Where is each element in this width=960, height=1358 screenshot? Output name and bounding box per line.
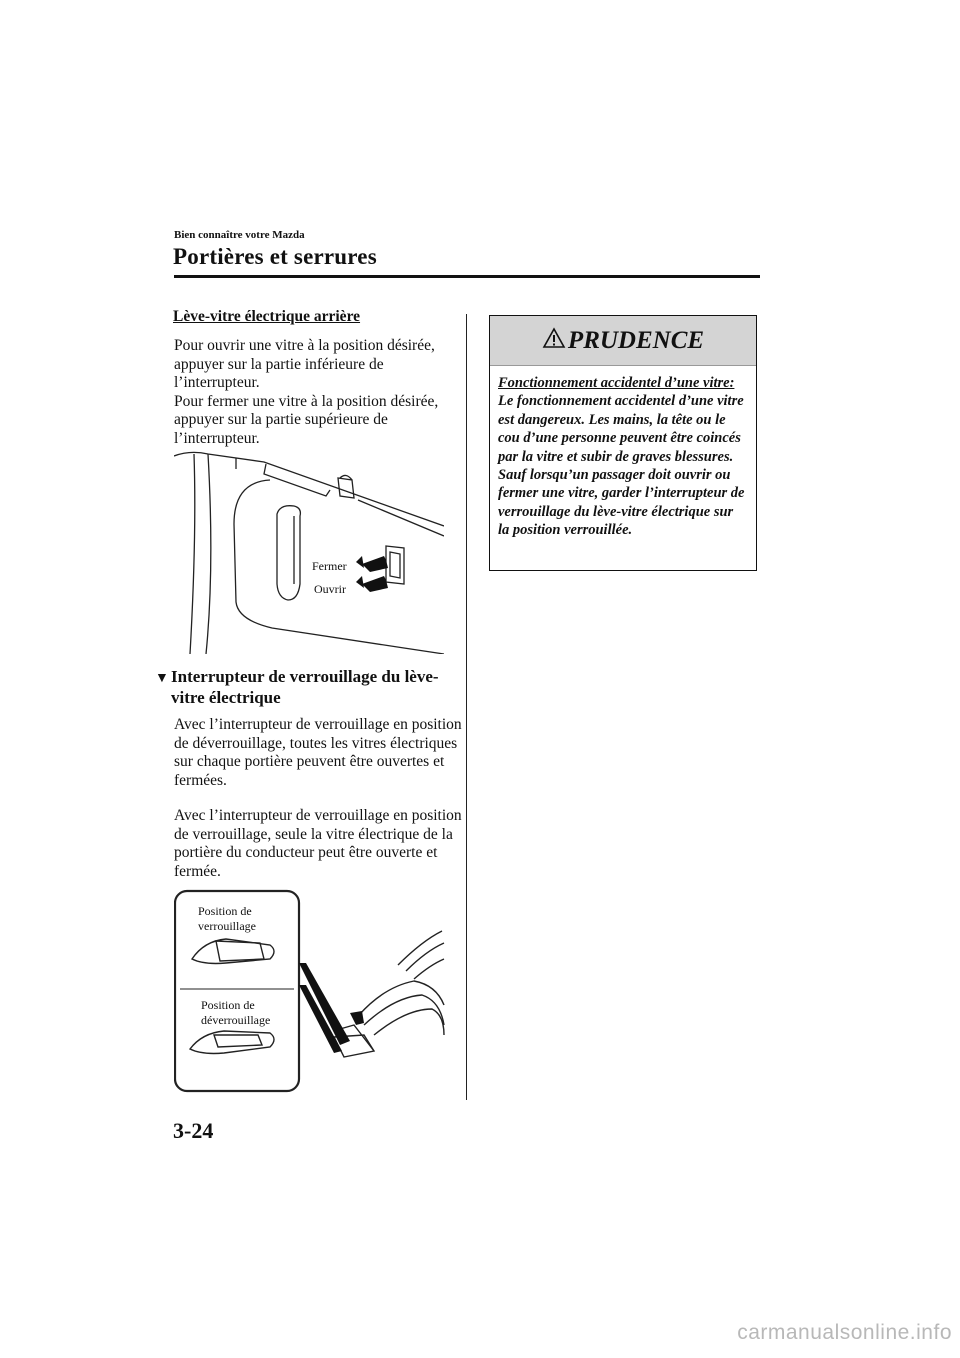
watermark: carmanualsonline.info xyxy=(737,1321,952,1344)
label-locked-position: Position de verrouillage xyxy=(198,904,256,933)
label-unlocked-position: Position de déverrouillage xyxy=(201,998,271,1027)
chapter-title: Portières et serrures xyxy=(173,244,377,269)
section-heading: Lève-vitre électrique arrière xyxy=(173,308,361,325)
paragraph-window-operation: Pour ouvrir une vitre à la position désirée, appuyer sur la partie inférieure de l’interrupteur. Pour fermer une vitre à la position désirée, appuyer sur la partie supérieure de l’interrupteur. xyxy=(174,337,439,447)
header-rule xyxy=(174,275,760,278)
door-window-switch-illustration xyxy=(174,444,444,654)
door-window-switch-figure xyxy=(174,444,444,654)
caution-box xyxy=(489,315,757,571)
caution-subtitle: Fonctionnement accidentel d’une vitre: xyxy=(498,375,735,391)
warning-triangle-icon xyxy=(542,320,566,369)
lock-switch-figure xyxy=(174,885,446,1095)
column-divider xyxy=(466,314,467,1100)
running-header: Bien connaître votre Mazda xyxy=(174,229,305,241)
caution-header xyxy=(490,316,756,366)
page-number: 3-24 xyxy=(173,1118,214,1143)
label-open: Ouvrir xyxy=(314,582,346,596)
caution-title: PRUDENCE xyxy=(567,327,705,354)
paragraph-lock-position: Avec l’interrupteur de verrouillage en position de verrouillage, seule la vitre électrique de la portière du conducteur peut être ouverte et fermée. xyxy=(174,807,462,880)
paragraph-unlock-position: Avec l’interrupteur de verrouillage en position de déverrouillage, toutes les vitres électriques sur chaque portière peuvent être ouvertes et fermées. xyxy=(174,716,462,789)
caution-text: Le fonctionnement accidentel d’une vitre est dangereux. Les mains, la tête ou le cou d’une personne peuvent être coincés par la vitre et subir de graves blessures. Sauf lorsqu’un passager doit ouvrir ou fermer une vitre, garder l’interrupteur de verrouillage du lève-vitre électrique sur la position verrouillée. xyxy=(498,393,745,539)
triangle-marker-icon: ▼ xyxy=(155,671,169,686)
subsection-heading: ▼ Interrupteur de verrouillage du lève-vitre électrique xyxy=(155,667,439,707)
caution-body xyxy=(490,366,756,540)
label-close: Fermer xyxy=(312,559,347,573)
